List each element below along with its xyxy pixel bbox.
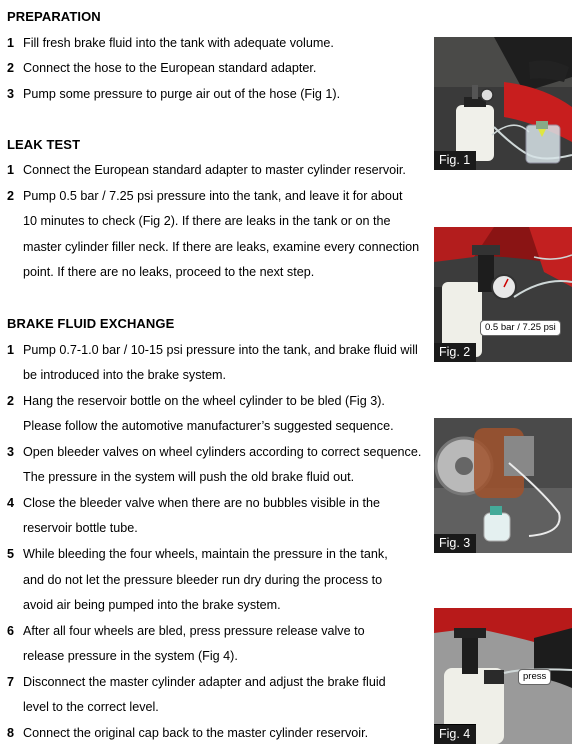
step-text: Fill fresh brake fluid into the tank with adequate volume. xyxy=(23,36,334,50)
step-text: be introduced into the brake system. xyxy=(23,368,227,382)
step-text: master cylinder filler neck. If there are leaks, examine every connection xyxy=(23,240,420,254)
leak-test-heading: LEAK TEST xyxy=(7,137,81,152)
step-number: 3 xyxy=(7,445,15,459)
step-number: 1 xyxy=(7,343,15,357)
step-text: Please follow the automotive manufacturer’s suggested sequence. xyxy=(23,419,394,433)
step-number: 6 xyxy=(7,624,15,638)
exchange-heading: BRAKE FLUID EXCHANGE xyxy=(7,316,175,331)
step-number: 2 xyxy=(7,394,15,408)
fig3-illustration xyxy=(434,418,572,553)
step-text: Hang the reservoir bottle on the wheel cylinder to be bled (Fig 3). xyxy=(23,394,385,408)
step-text: Connect the original cap back to the master cylinder reservoir. xyxy=(23,726,369,740)
step-text: point. If there are no leaks, proceed to the next step. xyxy=(23,265,315,279)
fig4-photo xyxy=(434,608,572,744)
fig3-photo xyxy=(434,418,572,553)
step-text: level to the correct level. xyxy=(23,700,159,714)
step-number: 2 xyxy=(7,61,15,75)
step-number: 7 xyxy=(7,675,15,689)
step-text: release pressure in the system (Fig 4). xyxy=(23,649,238,663)
step-text: reservoir bottle tube. xyxy=(23,521,138,535)
step-text: and do not let the pressure bleeder run dry during the process to xyxy=(23,573,383,587)
step-text: avoid air being pumped into the brake system. xyxy=(23,598,281,612)
step-number: 5 xyxy=(7,547,15,561)
fig2-photo xyxy=(434,227,572,362)
fig3-label: Fig. 3 xyxy=(434,534,476,553)
step-text: Pump some pressure to purge air out of the hose (Fig 1). xyxy=(23,87,341,101)
step-number: 8 xyxy=(7,726,15,740)
fig2-label: Fig. 2 xyxy=(434,343,476,362)
step-text: The pressure in the system will push the old brake fluid out. xyxy=(23,470,355,484)
step-text: Close the bleeder valve when there are no bubbles visible in the xyxy=(23,496,381,510)
fig1-label: Fig. 1 xyxy=(434,151,476,170)
fig2-illustration xyxy=(434,227,572,362)
fig4-label: Fig. 4 xyxy=(434,724,476,744)
press-badge: press xyxy=(518,669,551,685)
step-text: 10 minutes to check (Fig 2). If there are leaks in the tank or on the xyxy=(23,214,391,228)
step-number: 3 xyxy=(7,87,15,101)
step-text: While bleeding the four wheels, maintain the pressure in the tank, xyxy=(23,547,388,561)
fig1-photo xyxy=(434,37,572,170)
step-text: Pump 0.7-1.0 bar / 10-15 psi pressure into the tank, and brake fluid will xyxy=(23,343,418,357)
step-number: 4 xyxy=(7,496,15,510)
step-text: Connect the hose to the European standard adapter. xyxy=(23,61,317,75)
step-number: 2 xyxy=(7,189,15,203)
step-number: 1 xyxy=(7,163,15,177)
step-text: Connect the European standard adapter to master cylinder reservoir. xyxy=(23,163,406,177)
step-text: After all four wheels are bled, press pressure release valve to xyxy=(23,624,365,638)
step-text: Open bleeder valves on wheel cylinders according to correct sequence. xyxy=(23,445,422,459)
step-number: 1 xyxy=(7,36,15,50)
preparation-heading: PREPARATION xyxy=(7,9,101,24)
step-text: Disconnect the master cylinder adapter and adjust the brake fluid xyxy=(23,675,386,689)
step-text: Pump 0.5 bar / 7.25 psi pressure into the tank, and leave it for about xyxy=(23,189,403,203)
pressure-badge: 0.5 bar / 7.25 psi xyxy=(480,320,561,336)
